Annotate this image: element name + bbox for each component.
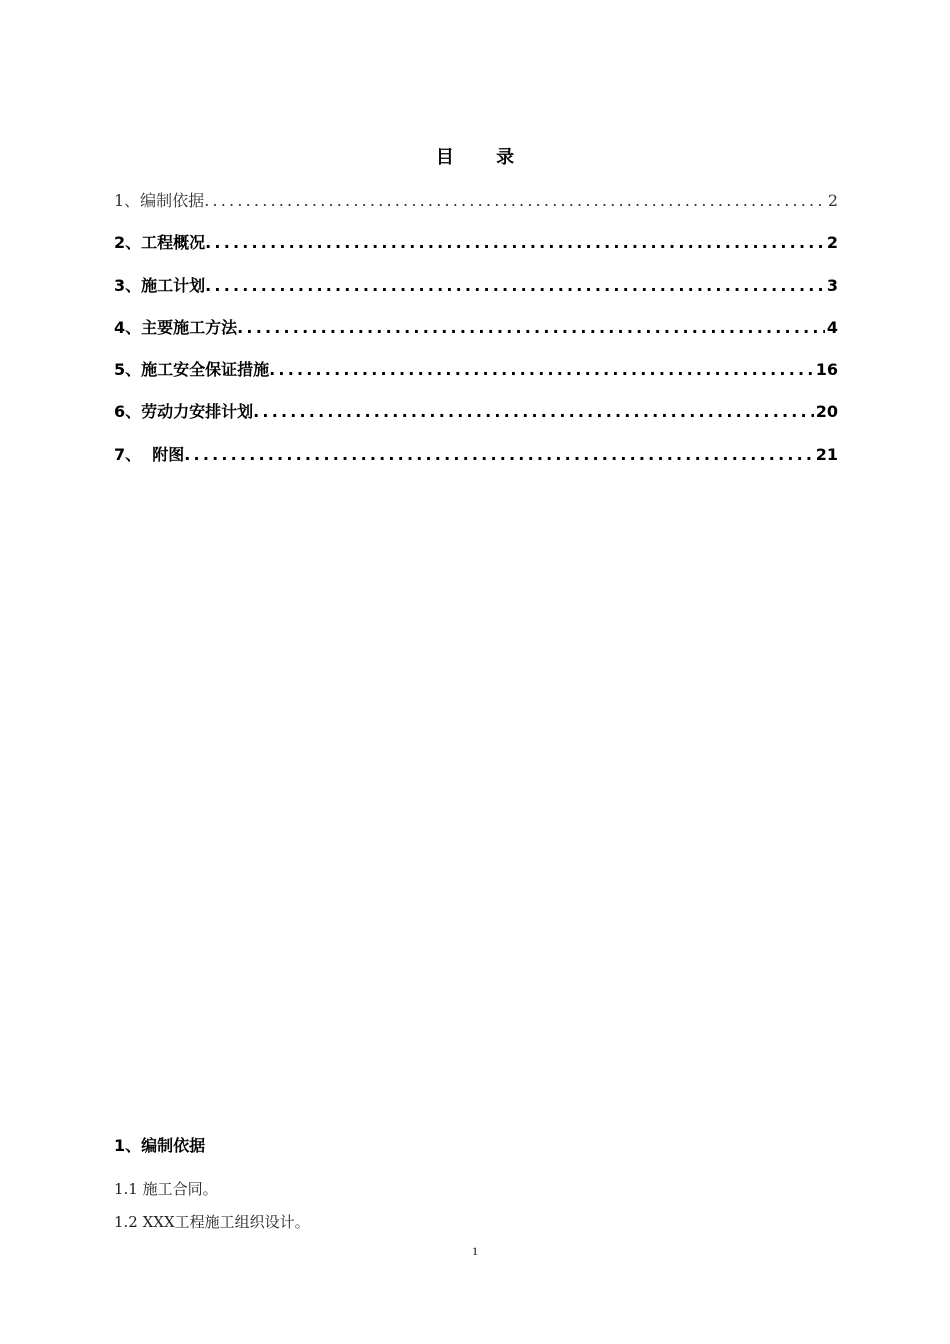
- toc-entry-7[interactable]: [114, 444, 838, 466]
- toc-dot-leader: [253, 401, 814, 423]
- toc-entry-2[interactable]: [114, 232, 838, 254]
- toc-entry-page: 16: [815, 360, 838, 379]
- toc-entry-label: 2、工程概况: [114, 233, 206, 252]
- toc-entry-6[interactable]: [114, 401, 838, 423]
- toc-entry-page: 3: [826, 276, 838, 295]
- toc-entry-label: 4、主要施工方法: [114, 318, 238, 337]
- toc-dot-leader: [205, 232, 825, 254]
- toc-dot-leader: [269, 359, 814, 381]
- toc-entry-3[interactable]: [114, 275, 838, 297]
- section-heading: 1、编制依据: [114, 1136, 206, 1155]
- toc-entry-page: 20: [815, 402, 838, 421]
- toc-entry-label: 6、劳动力安排计划: [114, 402, 254, 421]
- toc-entry-label: 5、施工安全保证措施: [114, 360, 270, 379]
- toc-dot-leader: [237, 317, 825, 339]
- toc-entry-4[interactable]: [114, 317, 838, 339]
- toc-entry-label: 1、编制依据: [114, 191, 205, 210]
- page-number: 1: [472, 1244, 478, 1258]
- toc-dot-leader: [205, 275, 825, 297]
- toc-entry-page: 21: [815, 445, 838, 464]
- toc-entry-page: 2: [826, 233, 838, 252]
- toc-entry-5[interactable]: [114, 359, 838, 381]
- toc-dot-leader: [204, 190, 826, 212]
- toc-entry-label: 7、 附图: [114, 445, 185, 464]
- toc-title: 目 录: [435, 147, 533, 168]
- toc-entry-page: 2: [827, 191, 838, 210]
- toc-dot-leader: [184, 444, 813, 466]
- toc-entry-label: 3、施工计划: [114, 276, 206, 295]
- body-item: 1.2 XXX工程施工组织设计。: [114, 1213, 310, 1231]
- body-item: 1.1 施工合同。: [114, 1180, 218, 1198]
- toc-entry-page: 4: [826, 318, 838, 337]
- toc-entry-1[interactable]: [114, 190, 838, 212]
